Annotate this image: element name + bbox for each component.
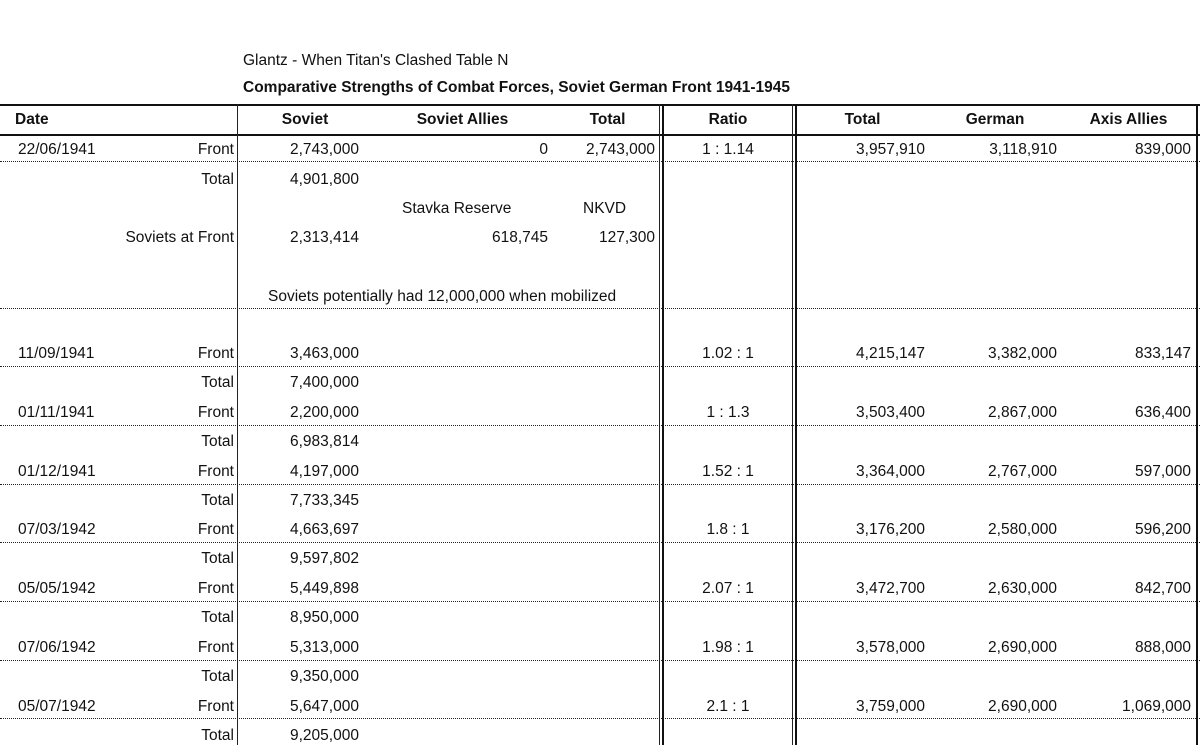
total-label: Total xyxy=(201,668,234,685)
soviet-front-value: 2,200,000 xyxy=(290,404,359,421)
header-axis-total: Total xyxy=(844,111,881,128)
german-value: 3,118,910 xyxy=(989,141,1057,158)
axis-allies-value: 839,000 xyxy=(1134,141,1191,158)
row-divider xyxy=(0,660,1200,661)
document-title: Glantz - When Titan's Clashed Table N xyxy=(243,52,509,69)
row-divider xyxy=(0,601,1200,602)
front-label: Front xyxy=(197,141,234,158)
ratio-value: 2.07 : 1 xyxy=(702,580,754,597)
axis-total-value: 3,176,200 xyxy=(856,521,925,538)
soviet-total-mobilized: 9,205,000 xyxy=(290,727,359,744)
ratio-value: 1.52 : 1 xyxy=(702,463,754,480)
soviet-front-value: 5,449,898 xyxy=(290,580,359,597)
table-top-rule xyxy=(0,104,1200,106)
column-divider xyxy=(659,104,660,745)
header-axis-allies: Axis Allies xyxy=(1089,111,1168,128)
date-cell: 22/06/1941 xyxy=(18,141,96,158)
ratio-value: 1 : 1.3 xyxy=(706,404,750,421)
soviet-total-mobilized: 9,350,000 xyxy=(290,668,359,685)
ratio-value: 1.02 : 1 xyxy=(702,345,754,362)
axis-allies-value: 597,000 xyxy=(1134,463,1191,480)
german-value: 2,867,000 xyxy=(988,404,1057,421)
date-cell: 05/05/1942 xyxy=(18,580,96,597)
front-label: Front xyxy=(197,404,234,421)
soviet-front-value: 3,463,000 xyxy=(290,345,359,362)
total-label: Total xyxy=(201,727,234,744)
soviet-front-value: 2,743,000 xyxy=(290,141,359,158)
soviets-at-front-value: 2,313,414 xyxy=(290,229,359,246)
column-divider xyxy=(792,104,793,745)
german-value: 2,767,000 xyxy=(988,463,1057,480)
front-label: Front xyxy=(197,639,234,656)
soviet-total-mobilized: 7,733,345 xyxy=(290,492,359,509)
date-cell: 01/12/1941 xyxy=(18,463,96,480)
soviet-total-mobilized: 8,950,000 xyxy=(290,609,359,626)
header-date: Date xyxy=(15,111,49,128)
stavka-reserve-value: 618,745 xyxy=(491,229,548,246)
row-divider xyxy=(0,308,1200,309)
total-label: Total xyxy=(201,609,234,626)
soviet-front-value: 4,663,697 xyxy=(290,521,359,538)
axis-total-value: 3,578,000 xyxy=(856,639,925,656)
header-german: German xyxy=(965,111,1025,128)
axis-allies-value: 596,200 xyxy=(1134,521,1191,538)
row-divider xyxy=(0,161,1200,162)
column-divider xyxy=(795,104,797,745)
soviet-front-value: 5,647,000 xyxy=(290,698,359,715)
nkvd-value: 127,300 xyxy=(598,229,655,246)
header-soviet: Soviet xyxy=(281,111,329,128)
date-cell: 11/09/1941 xyxy=(18,345,95,362)
ratio-value: 1 : 1.14 xyxy=(702,141,754,158)
soviet-total-mobilized: 6,983,814 xyxy=(290,433,359,450)
soviet-total-mobilized: 7,400,000 xyxy=(290,374,359,391)
header-soviet-allies: Soviet Allies xyxy=(416,111,509,128)
axis-total-value: 3,503,400 xyxy=(856,404,925,421)
soviet-allies-value: 0 xyxy=(539,141,548,158)
german-value: 2,690,000 xyxy=(988,639,1057,656)
total-label: Total xyxy=(201,492,234,509)
axis-allies-value: 1,069,000 xyxy=(1122,698,1191,715)
column-divider xyxy=(1196,104,1198,745)
soviet-front-value: 4,197,000 xyxy=(290,463,359,480)
stavka-reserve-header: Stavka Reserve xyxy=(402,200,512,217)
row-divider xyxy=(0,718,1200,719)
front-label: Front xyxy=(197,698,234,715)
total-label: Total xyxy=(201,550,234,567)
document-subtitle: Comparative Strengths of Combat Forces, Soviet German Front 1941-1945 xyxy=(243,79,790,96)
axis-allies-value: 888,000 xyxy=(1134,639,1191,656)
soviets-at-front-label: Soviets at Front xyxy=(125,229,234,246)
german-value: 2,690,000 xyxy=(988,698,1057,715)
total-label: Total xyxy=(201,433,234,450)
axis-allies-value: 842,700 xyxy=(1134,580,1191,597)
soviet-total-value: 2,743,000 xyxy=(586,141,655,158)
german-value: 3,382,000 xyxy=(988,345,1057,362)
front-label: Front xyxy=(197,521,234,538)
soviet-total-mobilized: 9,597,802 xyxy=(290,550,359,567)
ratio-value: 1.8 : 1 xyxy=(706,521,750,538)
soviet-total-mobilized: 4,901,800 xyxy=(290,171,359,188)
front-label: Front xyxy=(197,463,234,480)
axis-allies-value: 636,400 xyxy=(1134,404,1191,421)
header-ratio: Ratio xyxy=(708,111,748,128)
nkvd-header: NKVD xyxy=(583,200,627,217)
date-cell: 07/06/1942 xyxy=(18,639,96,656)
header-soviet-total: Total xyxy=(589,111,626,128)
ratio-value: 2.1 : 1 xyxy=(706,698,750,715)
total-label: Total xyxy=(201,374,234,391)
front-label: Front xyxy=(197,345,234,362)
front-label: Front xyxy=(197,580,234,597)
soviet-front-value: 5,313,000 xyxy=(290,639,359,656)
column-divider xyxy=(237,104,238,745)
axis-total-value: 3,472,700 xyxy=(856,580,925,597)
date-cell: 05/07/1942 xyxy=(18,698,96,715)
date-cell: 07/03/1942 xyxy=(18,521,96,538)
row-divider xyxy=(0,366,1200,367)
row-divider xyxy=(0,542,1200,543)
axis-total-value: 3,364,000 xyxy=(856,463,925,480)
axis-allies-value: 833,147 xyxy=(1134,345,1191,362)
german-value: 2,580,000 xyxy=(988,521,1057,538)
strength-table xyxy=(0,104,1200,745)
total-label: Total xyxy=(201,171,234,188)
header-bottom-rule xyxy=(0,134,1200,136)
row-divider xyxy=(0,484,1200,485)
ratio-value: 1.98 : 1 xyxy=(702,639,754,656)
german-value: 2,630,000 xyxy=(988,580,1057,597)
axis-total-value: 3,759,000 xyxy=(856,698,925,715)
row-divider xyxy=(0,425,1200,426)
axis-total-value: 4,215,147 xyxy=(856,345,925,362)
axis-total-value: 3,957,910 xyxy=(856,141,925,158)
mobilization-note: Soviets potentially had 12,000,000 when mobilized xyxy=(268,288,617,305)
date-cell: 01/11/1941 xyxy=(18,404,95,421)
